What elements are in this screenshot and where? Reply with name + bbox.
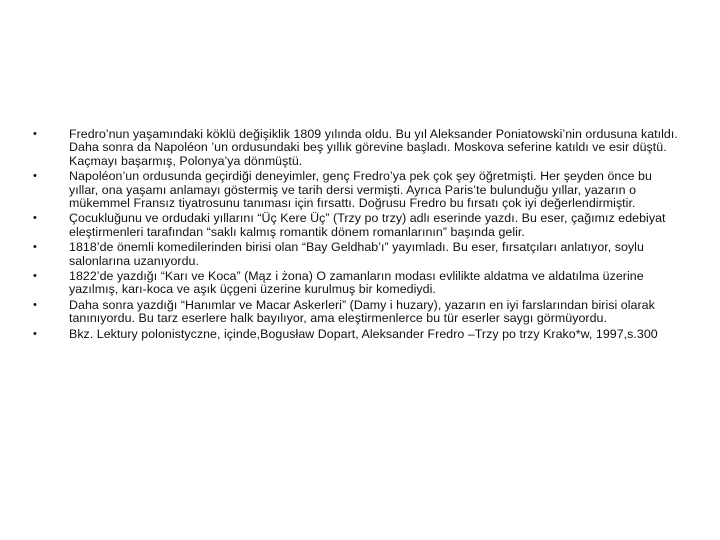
bullet-item-trzy-po-trzy [33,212,683,239]
bullet-item-napoleon-experience [33,170,683,210]
bullet-text: Çocukluğunu ve ordudaki yıllarını “Üç Kere Üç” (Trzy po trzy) adlı eserinde yazdı. Bu eser, çağımız edebiyat eleştirmenleri tarafından “saklı kalmış romantik dönem romanlarının” başında gelir. [69,211,666,239]
bullet-icon: • [33,212,37,225]
bullet-icon: • [33,327,37,340]
bullet-icon: • [33,241,37,254]
bullet-icon: • [33,170,37,183]
bullet-text: Daha sonra yazdığı “Hanımlar ve Macar Askerleri” (Damy i huzary), yazarın en iyi farslarından birisi olarak tanınıyordu. Bu tarz eserlere halk bayılıyor, ama eleştirmenlerce bu tür eserler saygı görmüyordu. [69,297,655,326]
bullet-icon: • [33,270,37,283]
bullet-item-maz-i-zona [33,270,683,297]
bullet-item-geldhab [33,241,683,268]
bullet-item-military-service [33,128,683,168]
bullet-item-damy-i-huzary [33,299,683,326]
bullet-text: 1822’de yazdığı “Karı ve Koca” (Mąz i żona) O zamanların modası evlilikte aldatma ve aldatılma üzerine yazılmış, karı-koca ve aşık üçgeni üzerine kurulmuş bir komediydi. [69,269,644,297]
bullet-list [33,128,683,343]
bullet-icon: • [33,298,37,311]
bullet-text: Fredro’nun yaşamındaki köklü değişiklik 1809 yılında oldu. Bu yıl Aleksander Poniatowski’nin ordusuna katıldı. Daha sonra da Napoléon ’un ordusundaki beş yıllık görevine başladı. Moskova seferine katıldı ve esir düştü. Kaçmayı başarmış, Polonya’ya dönmüştü. [69,127,678,168]
bullet-text: 1818’de önemli komedilerinden birisi olan “Bay Geldhab’ı” yayımladı. Bu eser, fırsatçıları anlatıyor, soylu salonlarına uzanıyordu. [69,240,644,268]
bullet-text: Napoléon’un ordusunda geçirdiği deneyimler, genç Fredro’ya pek çok şey öğretmişti. Her şeyden önce bu yıllar, ona yaşamı anlamayı göstermiş ve tarih dersi vermişti. Ayrıca Paris’te bulunduğu yıllar, yazarın o mükemmel Fransız tiyatrosunu tanıması için fırsattı. Doğrusu Fredro bu fırsatı çok iyi değerlendirmiştir. [69,169,652,211]
bullet-item-reference [33,328,683,341]
bullet-icon: • [33,128,37,140]
bullet-text: Bkz. Lektury polonistyczne, içinde,Bogusław Dopart, Aleksander Fredro –Trzy po trzy Krako*w, 1997,s.300 [69,326,658,341]
